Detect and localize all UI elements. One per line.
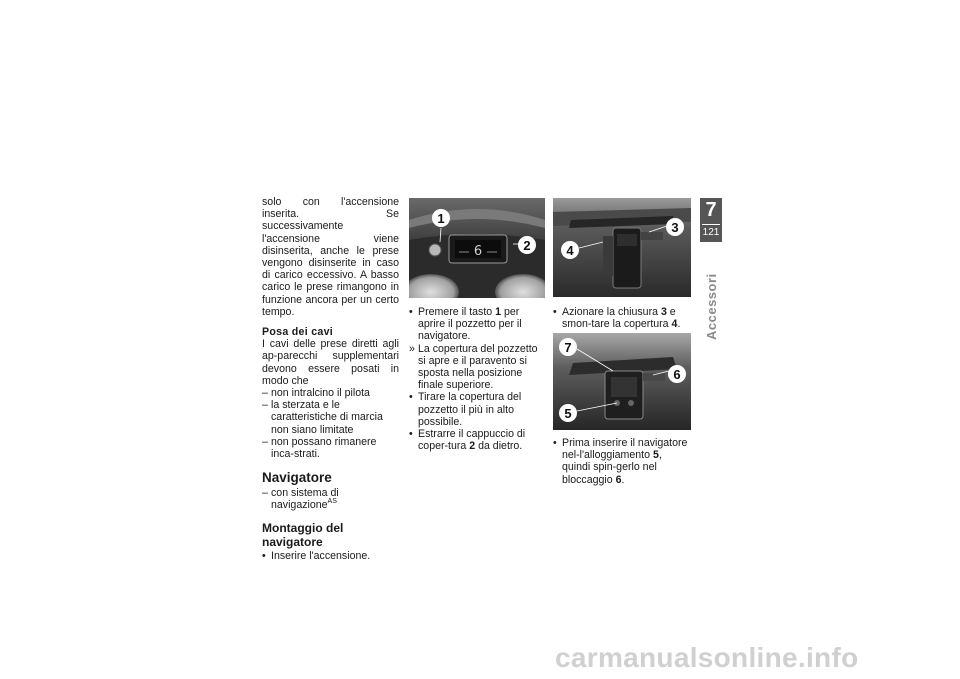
text-column-3-top [553,306,690,330]
cable-routing-heading: Posa dei cavi [262,326,334,339]
cable-routing-list [262,387,399,460]
text-column-1 [262,196,399,562]
list-item: – non intralcino il pilota [262,387,370,400]
navigator-condition-list [262,487,399,511]
callout-1: 1 [437,211,445,226]
chapter-number: 7 [705,199,717,221]
mounting-steps [262,550,399,562]
photo-navigator-insertion [553,333,691,430]
photo-cover-lock [553,198,691,297]
watermark: carmanualsonline.info [555,642,859,673]
list-item: – con sistema di navigazione$^{AS}$ [262,487,339,512]
list-item: • Estrarre il cappuccio di coper-tura 2 da dietro. [409,428,526,453]
display-glyph: 6 [473,244,483,259]
callout-7: 7 [564,340,572,355]
photo-navigator-compartment [409,198,545,298]
cover-removal-steps [553,306,690,330]
callout-6: 6 [673,367,681,382]
callout-5: 5 [564,406,572,421]
section-title: Accessori [704,273,719,340]
callout-2: 2 [523,238,531,253]
open-button-illustration [429,244,441,256]
chapter-divider [702,224,720,225]
callout-3: 3 [671,220,679,235]
cable-routing-text: I cavi delle prese diretti agli ap-parecchi supplementari devono essere posati in modo che [262,338,399,387]
optional-accessory-marker: AS [327,498,337,506]
list-item: • Tirare la copertura del pozzetto il più in alto possibile. [409,391,522,428]
list-item: • Inserire l'accensione. [262,549,371,562]
opening-steps [409,306,546,452]
list-item: – non possano rimanere inca-strati. [262,435,377,461]
text-column-2 [409,306,546,452]
mounting-heading: Montaggio del navigatore [262,520,344,549]
intro-paragraph: solo con l'accensione inserita. Se successivamente l'accensione viene disinserita, anche le prese vengono disinserite in caso di carico eccessivo. A basso carico le prese rimangono in funzione ancora per un certo tempo. [262,196,399,318]
page-number: 121 [702,227,720,238]
text-column-3-bottom [553,437,690,486]
list-item: • Prima inserire il navigatore nel-l'alloggiamento 5, quindi spin-gerlo nel bloccaggio 6. [553,437,688,486]
callout-4: 4 [566,243,574,258]
list-item: – la sterzata e le caratteristiche di marcia non siano limitate [262,399,383,436]
navigator-heading: Navigatore [262,470,332,486]
list-item: • Azionare la chiusura 3 e smon-tare la copertura 4. [553,306,681,331]
insertion-steps [553,437,690,486]
list-item: » La copertura del pozzetto si apre e il paravento si sposta nella posizione finale superiore. [409,342,538,392]
list-item: • Premere il tasto 1 per aprire il pozzetto per il navigatore. [409,306,522,343]
